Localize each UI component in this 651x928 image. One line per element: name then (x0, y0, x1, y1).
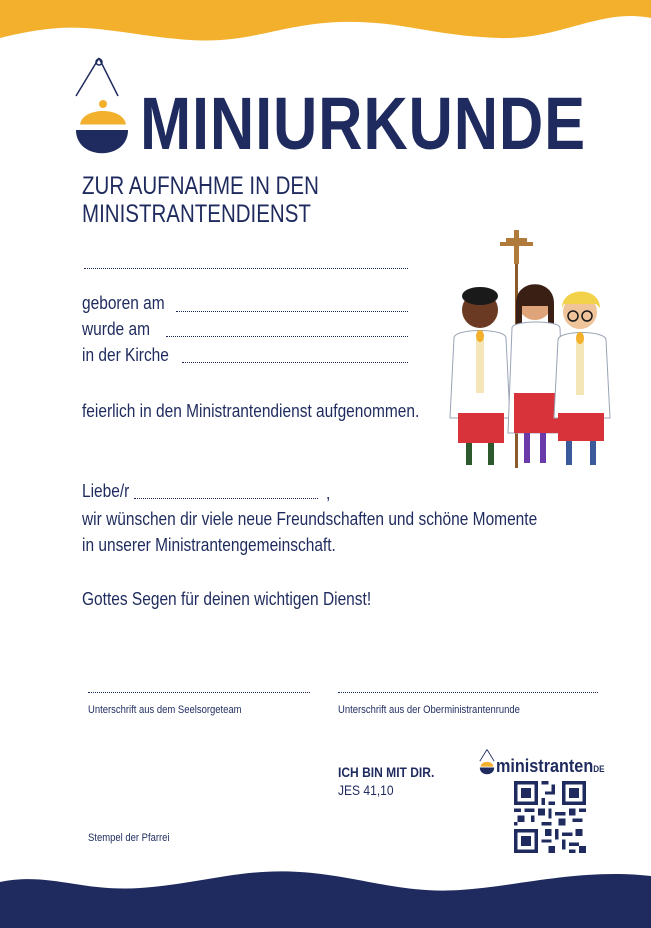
born-label: geboren am (82, 293, 165, 313)
ceremony-date-field[interactable] (166, 336, 408, 337)
verse-reference: JES 41,10 (338, 782, 394, 798)
incense-burner-logo-icon (70, 56, 132, 162)
was-label: wurde am (82, 319, 150, 339)
greeting-line-1: wir wünschen dir viele neue Freundschaften und schöne Momente (82, 509, 538, 529)
qr-code-icon[interactable] (514, 781, 586, 853)
signature-right-line[interactable] (338, 692, 598, 693)
signature-left-caption: Unterschrift aus dem Seelsorgeteam (88, 704, 242, 716)
page-title: MINIURKUNDE (140, 82, 586, 165)
brand-name (496, 756, 604, 777)
greeting-line-2: in unserer Ministrantengemeinschaft. (82, 535, 336, 555)
recipient-name-field[interactable] (134, 498, 318, 499)
signature-left-line[interactable] (88, 692, 310, 693)
altar-servers-illustration (440, 228, 620, 473)
page-subtitle: ZUR AUFNAHME IN DEN MINISTRANTENDIENST (82, 172, 319, 228)
top-wave-decoration (0, 0, 651, 60)
church-field[interactable] (182, 362, 408, 363)
born-date-field[interactable] (176, 311, 408, 312)
ceremony-text: feierlich in den Ministrantendienst aufgenommen. (82, 401, 420, 421)
stamp-label: Stempel der Pfarrei (88, 832, 170, 844)
salutation-label: Liebe/r (82, 481, 130, 501)
signature-right-caption: Unterschrift aus der Oberministrantenrunde (338, 704, 520, 716)
blessing-text: Gottes Segen für deinen wichtigen Dienst! (82, 589, 372, 609)
church-label: in der Kirche (82, 345, 169, 365)
name-field[interactable] (84, 268, 408, 269)
brand-tld: DE (593, 764, 605, 774)
salutation-comma: , (326, 483, 331, 503)
verse-title: ICH BIN MIT DIR. (338, 764, 435, 780)
brand-name-text: ministranten (496, 756, 594, 776)
ministranten-logo-icon (478, 748, 496, 778)
bottom-wave-decoration (0, 862, 651, 928)
